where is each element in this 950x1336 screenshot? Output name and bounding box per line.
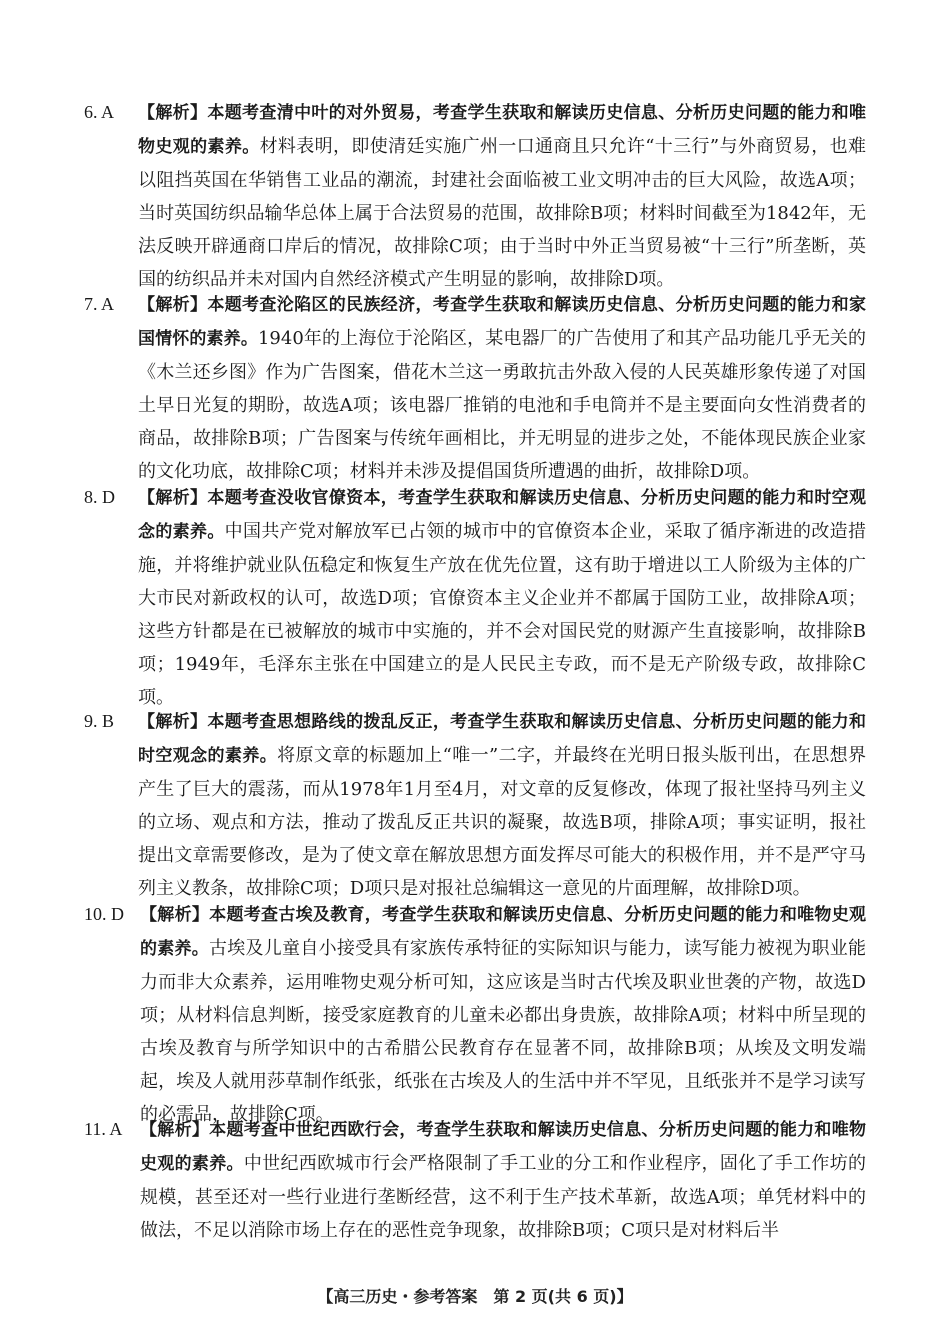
- answer-item-10: [84, 898, 866, 1131]
- item-summary: 本题考查古埃及教育，考查学生获取和解读历史信息、分析历史问题的能力和唯物史观的素养。: [140, 905, 866, 959]
- analysis-tag: 【解析】: [140, 1120, 210, 1140]
- item-number: 9. B: [84, 711, 115, 731]
- item-content: [138, 288, 866, 488]
- answer-item-9: [84, 705, 866, 905]
- page-footer: 【高三历史・参考答案 第 2 页(共 6 页)】: [317, 1287, 633, 1306]
- item-explanation: 古埃及儿童自小接受具有家族传承特征的实际知识与能力，读写能力被视为职业能力而非大众素养，运用唯物史观分析可知，这应该是当时古代埃及职业世袭的产物，故选D项；从材料信息判断，接受家庭教育的儿童未必都出身贵族，故排除A项；材料中所呈现的古埃及教育与所学知识中的古希腊公民教育存在显著不同，故排除B项；从埃及文明发端起，埃及人就用莎草制作纸张，纸张在古埃及人的生活中并不罕见，且纸张并不是学习读写的必需品，故排除C项。: [140, 938, 867, 1125]
- item-explanation: 材料表明，即使清廷实施广州一口通商且只允许“十三行”与外商贸易，也难以阻挡英国在华销售工业品的潮流，封建社会面临被工业文明冲击的巨大风险，故选A项；当时英国纺织品输华总体上属于合法贸易的范围，故排除B项；材料时间截至为1842年，无法反映开辟通商口岸后的情况，故排除C项；由于当时中外正当贸易被“十三行”所垄断，英国的纺织品并未对国内自然经济模式产生明显的影响，故排除D项。: [138, 136, 867, 290]
- item-content: [138, 96, 866, 296]
- item-number: 8. D: [84, 487, 115, 507]
- item-explanation: 中世纪西欧城市行会严格限制了手工业的分工和作业程序，固化了手工作坊的规模，甚至还对一些行业进行垄断经营，这不利于生产技术革新，故选A项；单凭材料中的做法，不足以消除市场上存在的恶性竞争现象，故排除B项；C项只是对材料后半: [140, 1153, 867, 1241]
- analysis-tag: 【解析】: [140, 905, 210, 925]
- item-content: [140, 1113, 866, 1247]
- item-summary: 本题考查没收官僚资本，考查学生获取和解读历史信息、分析历史问题的能力和时空观念的素养。: [138, 488, 867, 542]
- analysis-tag: 【解析】: [138, 295, 208, 315]
- item-content: [138, 705, 866, 905]
- item-number: 11. A: [84, 1119, 123, 1139]
- item-explanation: 将原文章的标题加上“唯一”二字，并最终在光明日报头版刊出，在思想界产生了巨大的震荡，而从1978年1月至4月，对文章的反复修改，体现了报社坚持马列主义的立场、观点和方法，推动了拨乱反正共识的凝聚，故选B项，排除A项；事实证明，报社提出文章需要修改，是为了使文章在解放思想方面发挥尽可能大的积极作用，并不是严守马列主义教条，故排除C项；D项只是对报社总编辑这一意见的片面理解，故排除D项。: [138, 745, 867, 899]
- item-explanation: 中国共产党对解放军已占领的城市中的官僚资本企业，采取了循序渐进的改造措施，并将维护就业队伍稳定和恢复生产放在优先位置，这有助于增进以工人阶级为主体的广大市民对新政权的认可，故选D项；官僚资本主义企业并不都属于国防工业，故排除A项；这些方针都是在已被解放的城市中实施的，并不会对国民党的财源产生直接影响，故排除B项；1949年，毛泽东主张在中国建立的是人民民主专政，而不是无产阶级专政，故排除C项。: [138, 521, 867, 708]
- item-content: [138, 481, 866, 714]
- item-number: 10. D: [84, 904, 124, 924]
- analysis-tag: 【解析】: [138, 488, 208, 508]
- item-content: [140, 898, 866, 1131]
- analysis-tag: 【解析】: [138, 712, 208, 732]
- item-number: 7. A: [84, 294, 115, 314]
- answer-item-7: [84, 288, 866, 488]
- item-summary: 本题考查清中叶的对外贸易，考查学生获取和解读历史信息、分析历史问题的能力和唯物史观的素养。: [138, 103, 867, 157]
- item-number: 6. A: [84, 102, 115, 122]
- analysis-tag: 【解析】: [138, 103, 208, 123]
- answer-item-6: [84, 96, 866, 296]
- item-summary: 本题考查中世纪西欧行会，考查学生获取和解读历史信息、分析历史问题的能力和唯物史观的素养。: [140, 1120, 866, 1174]
- item-explanation: 1940年的上海位于沦陷区，某电器厂的广告使用了和其产品功能几乎无关的《木兰还乡图》作为广告图案，借花木兰这一勇敢抗击外敌入侵的人民英雄形象传递了对国土早日光复的期盼，故选A项；该电器厂推销的电池和手电筒并不是主要面向女性消费者的商品，故排除B项；广告图案与传统年画相比，并无明显的进步之处，不能体现民族企业家的文化功底，故排除C项；材料并未涉及提倡国货所遭遇的曲折，故排除D项。: [138, 328, 867, 482]
- answer-item-8: [84, 481, 866, 714]
- answer-item-11: [84, 1113, 866, 1247]
- item-summary: 本题考查沦陷区的民族经济，考查学生获取和解读历史信息、分析历史问题的能力和家国情怀的素养。: [138, 295, 867, 349]
- item-summary: 本题考查思想路线的拨乱反正，考查学生获取和解读历史信息、分析历史问题的能力和时空观念的素养。: [138, 712, 867, 766]
